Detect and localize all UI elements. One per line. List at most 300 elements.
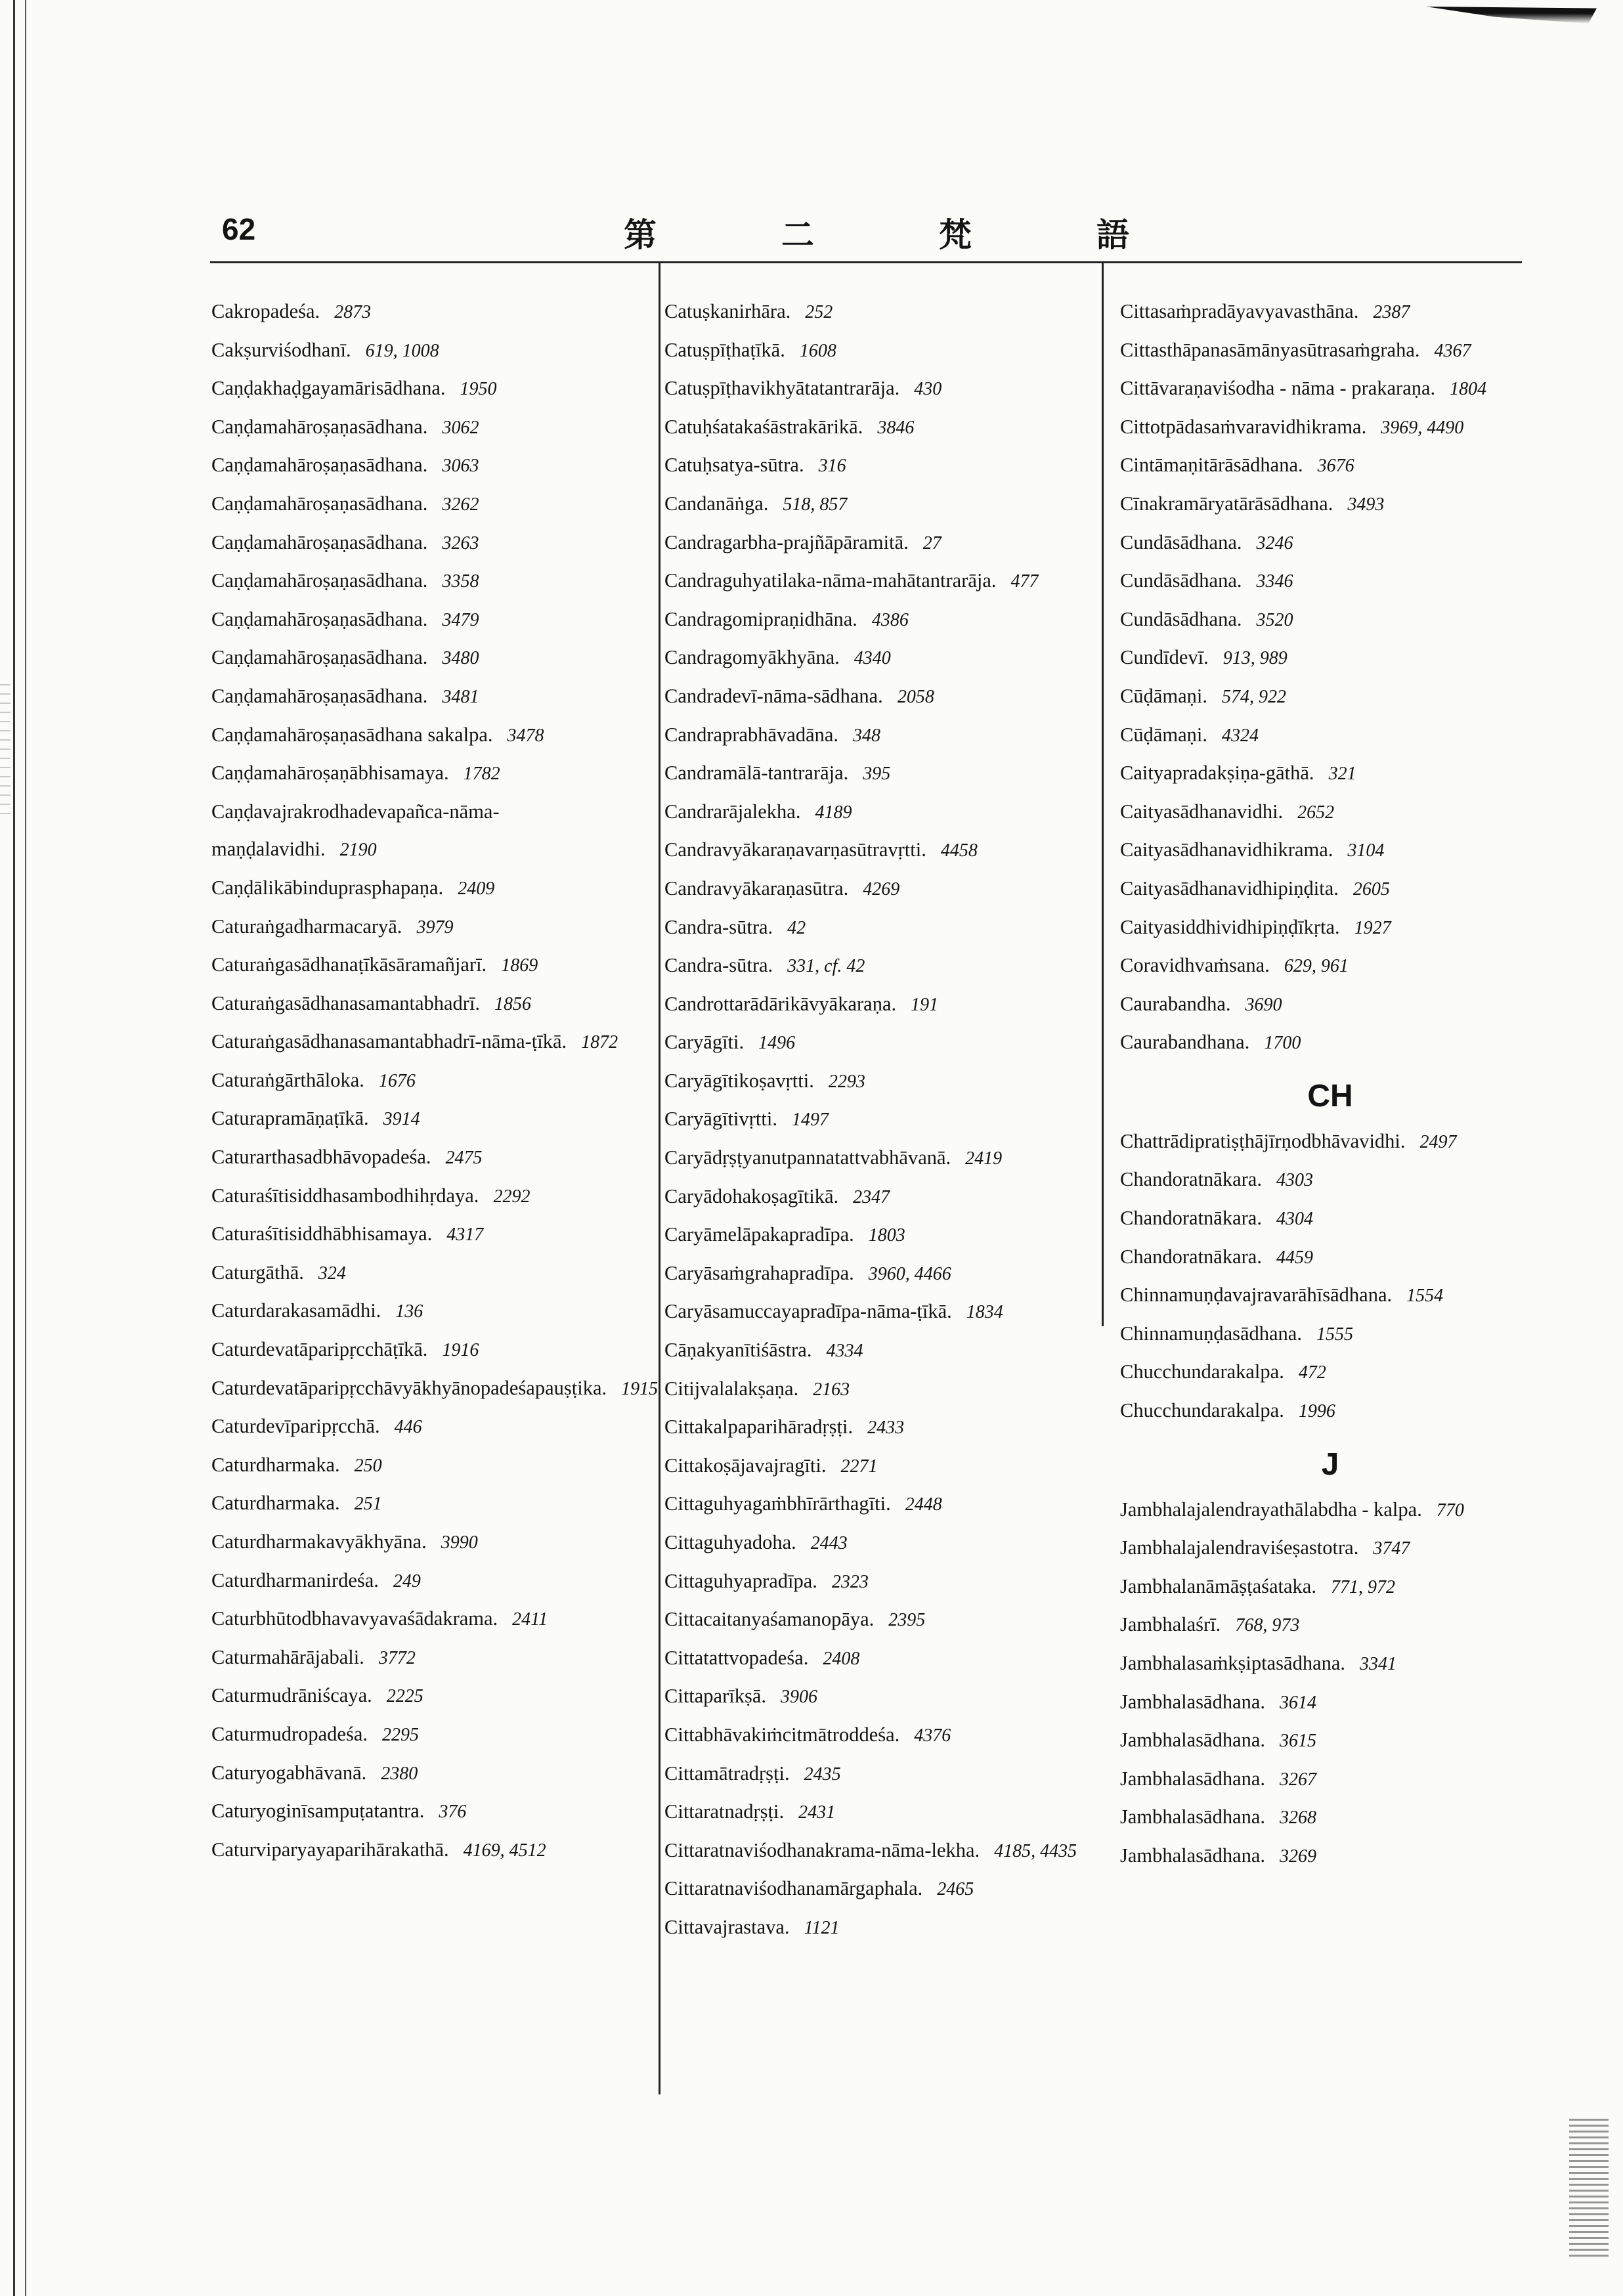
entry-title: Caṇḍamahāroṣaṇasādhana. (211, 646, 428, 669)
index-entry (211, 332, 650, 370)
index-entry (664, 1716, 1098, 1755)
entry-title: Caṇḍakhaḍgayamārisādhana. (211, 377, 446, 400)
entry-number: 629, 961 (1284, 956, 1349, 977)
entry-number: 771, 972 (1330, 1576, 1395, 1597)
entry-number: 250 (354, 1455, 382, 1476)
entry-title: Cintāmaṇitārāsādhana. (1120, 454, 1303, 477)
entry-title: Caturaśītisiddhasambodhihṛdaya. (211, 1184, 479, 1207)
index-entry (1120, 1276, 1540, 1315)
entry-group-ch (1120, 1123, 1540, 1431)
entry-number: 3615 (1280, 1731, 1317, 1752)
index-entry (1120, 716, 1540, 755)
entry-number: 2347 (853, 1186, 890, 1207)
entry-title: Caturaṅgasādhanasamantabhadrī. (211, 991, 481, 1014)
entry-title: Caurabandhana. (1120, 1031, 1250, 1054)
index-entry (664, 1524, 1098, 1563)
entry-title: Cūḍāmaṇi. (1120, 723, 1207, 746)
entry-number: 3346 (1256, 571, 1293, 592)
entry-number: 2435 (804, 1764, 841, 1785)
entry-number: 3772 (378, 1647, 416, 1668)
entry-number: 1608 (799, 340, 836, 361)
entry-title: Candrarājalekha. (664, 800, 801, 823)
entry-title: Candramālā-tantrarāja. (664, 762, 849, 785)
entry-title: Chandoratnākara. (1120, 1207, 1262, 1230)
entry-number: 3979 (416, 917, 454, 938)
entry-number: 4334 (826, 1341, 863, 1362)
index-entry (1120, 986, 1540, 1024)
index-entry (664, 1639, 1098, 1678)
entry-number: 27 (922, 532, 941, 553)
entry-title: Cittaratnadṛṣṭi. (664, 1800, 785, 1823)
index-entry (211, 1639, 650, 1678)
entry-title: Jambhalasādhana. (1120, 1806, 1266, 1829)
entry-number: 518, 857 (783, 494, 848, 515)
index-entry (664, 370, 1098, 408)
index-entry (1120, 1568, 1540, 1607)
entry-number: 2225 (386, 1686, 423, 1707)
entry-number: 251 (354, 1494, 382, 1515)
index-entry (664, 293, 1098, 332)
index-entry (1120, 1024, 1540, 1062)
entry-title: Candragomyākhyāna. (664, 646, 840, 669)
index-entry (664, 1332, 1098, 1370)
entry-number: 3614 (1280, 1692, 1317, 1713)
entry-number: 3268 (1280, 1808, 1317, 1829)
entry-title: Cittotpādasaṁvaravidhikrama. (1120, 415, 1367, 438)
entry-title: Caturmudrāniścaya. (211, 1684, 372, 1707)
index-entry (664, 446, 1098, 485)
entry-number: 3481 (442, 686, 479, 707)
scan-mark (1426, 7, 1597, 24)
entry-number: 1927 (1354, 917, 1391, 938)
entry-number: 574, 922 (1222, 686, 1286, 707)
index-entry (664, 947, 1098, 986)
entry-number: 3960, 4466 (868, 1263, 951, 1284)
entry-number: 1700 (1264, 1033, 1301, 1054)
entry-number: 1555 (1316, 1324, 1353, 1345)
entry-title: Cundāsādhana. (1120, 607, 1242, 630)
entry-title: Caturgāthā. (211, 1261, 304, 1284)
entry-number: 1869 (501, 955, 538, 976)
index-entry (211, 1331, 650, 1370)
entry-number: 2395 (888, 1610, 926, 1631)
entry-title: Cakropadeśa. (211, 300, 320, 322)
index-entry (664, 1793, 1098, 1832)
binding-edge-line (13, 0, 15, 2296)
entry-title: Caturdevatāparipṛcchāṭīkā. (211, 1338, 428, 1361)
entry-title: Caturmudropadeśa. (211, 1722, 368, 1745)
entry-title: Caryādohakoṣagītikā. (664, 1184, 839, 1207)
index-entry (211, 678, 650, 716)
entry-title: Caṇḍamahāroṣaṇasādhana. (211, 531, 428, 553)
entry-title: Jambhalajalendrayathālabdha - kalpa. (1120, 1498, 1422, 1521)
index-entry (1120, 909, 1540, 947)
entry-number: 1803 (868, 1225, 905, 1246)
entry-number: 331, cf. 42 (787, 956, 865, 977)
index-entry (211, 1562, 650, 1601)
entry-number: 3262 (442, 494, 479, 515)
entry-number: 324 (318, 1263, 346, 1284)
index-entry (1120, 1683, 1540, 1722)
entry-number: 316 (818, 456, 846, 477)
entry-number: 4458 (940, 840, 978, 861)
entry-title: Cittatattvopadeśa. (664, 1646, 809, 1669)
entry-number: 1950 (460, 379, 497, 400)
index-column-2 (664, 293, 1098, 1947)
entry-number: 4386 (871, 609, 909, 630)
entry-number: 4189 (815, 802, 852, 823)
index-entry (211, 601, 650, 639)
index-entry (664, 831, 1098, 870)
header-rule (210, 261, 1522, 263)
entry-title: Caturdharmaka. (211, 1492, 340, 1515)
entry-title: Caṇḍamahāroṣaṇasādhana sakalpa. (211, 723, 493, 746)
entry-number: 42 (787, 917, 806, 938)
index-entry (1120, 446, 1540, 485)
index-entry (664, 1832, 1098, 1871)
index-entry (211, 562, 650, 601)
index-entry (1120, 562, 1540, 601)
entry-number: 4169, 4512 (463, 1840, 546, 1861)
index-entry (1120, 485, 1540, 524)
index-entry (211, 869, 650, 908)
index-column-3 (1120, 293, 1540, 1876)
index-entry (1120, 601, 1540, 639)
entry-title: Caturdevatāparipṛcchāvyākhyānopadeśapauṣṭika. (211, 1376, 607, 1399)
entry-title: Cittaguhyapradīpa. (664, 1569, 817, 1592)
index-entry (211, 793, 650, 869)
entry-title: Jambhalaśrī. (1120, 1613, 1221, 1636)
section-heading-ch: CH (1307, 1078, 1353, 1114)
index-entry (1120, 332, 1540, 370)
index-entry (1120, 1529, 1540, 1568)
entry-number: 4185, 4435 (994, 1840, 1077, 1861)
entry-number: 1496 (758, 1033, 796, 1054)
entry-title: Caṇḍālikābinduprasphараṇa. (211, 876, 444, 899)
entry-number: 3358 (442, 571, 479, 592)
entry-title: Candraguhyatilaka-nāma-mahātantrarāja. (664, 569, 997, 592)
entry-title: Jambhalasādhana. (1120, 1767, 1266, 1790)
index-column-1 (211, 293, 659, 1869)
entry-number: 4303 (1276, 1170, 1313, 1191)
entry-title: Catuḥśatakaśāstrakārikā. (664, 415, 863, 438)
entry-number: 472 (1298, 1362, 1326, 1383)
entry-title: Cūḍāmaṇi. (1120, 684, 1207, 707)
entry-title: Jambhalanāmāṣṭaśataka. (1120, 1574, 1316, 1597)
entry-number: 2409 (458, 878, 495, 899)
index-entry (1120, 293, 1540, 332)
entry-number: 1996 (1298, 1401, 1335, 1422)
index-entry (211, 754, 650, 793)
corner-scan-noise (1569, 2119, 1609, 2257)
index-entry (1120, 1491, 1540, 1530)
index-entry (664, 485, 1098, 524)
entry-number: 3846 (877, 417, 915, 438)
entry-number: 2605 (1352, 878, 1390, 899)
entry-title: Caryāgītikoṣavṛtti. (664, 1069, 814, 1092)
entry-group-j (1120, 1491, 1540, 1876)
entry-title: Cīnakramāryatārāsādhana. (1120, 492, 1333, 515)
entry-number: 3914 (383, 1109, 420, 1130)
entry-title: Caṇḍamahāroṣaṇasādhana. (211, 569, 428, 592)
entry-title: Jambhalasādhana. (1120, 1729, 1266, 1752)
entry-number: 4304 (1276, 1209, 1313, 1230)
index-entry (1120, 370, 1540, 408)
index-entry (211, 1254, 650, 1293)
entry-title: Cittaratnaviśodhanamārgaphala. (664, 1877, 923, 1900)
index-entry (1120, 1238, 1540, 1277)
entry-number: 2323 (831, 1571, 869, 1592)
entry-title: Caryāgīti. (664, 1031, 745, 1054)
entry-title: Jambhalasādhana. (1120, 1844, 1266, 1867)
entry-number: 3676 (1317, 456, 1354, 477)
index-entry (664, 1293, 1098, 1332)
entry-title: Caturarthasadbhāvopadeśa. (211, 1146, 431, 1169)
entry-title: Caturbhūtodbhavavyavaśādakrama. (211, 1607, 498, 1630)
entry-number: 2408 (823, 1648, 860, 1669)
entry-number: 3269 (1280, 1846, 1317, 1867)
entry-title: Chattrādipratiṣṭhājīrṇodbhāvavidhi. (1120, 1129, 1406, 1152)
index-entry (664, 754, 1098, 793)
entry-title: Caityasādhanavidhikrama. (1120, 838, 1333, 861)
index-entry (211, 1292, 650, 1331)
entry-title: Cittāvaraṇaviśodha - nāma - prakaraṇa. (1120, 377, 1436, 400)
entry-number: 2419 (965, 1148, 1003, 1169)
entry-number: 1554 (1406, 1286, 1444, 1307)
entry-title: Caturyogabhāvanā. (211, 1761, 367, 1784)
column-divider-1 (659, 263, 660, 2094)
index-entry (211, 524, 650, 563)
entry-number: 3520 (1256, 609, 1293, 630)
entry-title: Coravidhvaṁsana. (1120, 954, 1270, 977)
entry-title: Caturdarakasamādhi. (211, 1299, 381, 1322)
entry-number: 3062 (442, 417, 479, 438)
entry-title: Caturdharmaka. (211, 1453, 340, 1476)
index-entry (1120, 870, 1540, 909)
index-entry (664, 1255, 1098, 1293)
index-entry (211, 408, 650, 447)
title-char-1: 第 (624, 216, 657, 254)
entry-title: Caityasādhanavidhi. (1120, 800, 1284, 823)
index-entry (1120, 1760, 1540, 1799)
index-entry (664, 793, 1098, 832)
entry-title: Caturdharmakavyākhyāna. (211, 1530, 427, 1553)
entry-title: Caṇḍamahāroṣaṇasādhana. (211, 492, 428, 515)
binding-edge-line-inner (25, 0, 26, 2296)
index-entry (664, 1024, 1098, 1062)
index-entry (1120, 754, 1540, 793)
index-entry (1120, 1315, 1540, 1354)
entry-number: 4269 (863, 878, 900, 899)
entry-number: 477 (1010, 571, 1039, 592)
entry-title: Cittaguhyagaṁbhīrārthagīti. (664, 1492, 891, 1515)
entry-number: 619, 1008 (365, 340, 439, 361)
index-entry (664, 1485, 1098, 1524)
index-entry (211, 908, 650, 947)
entry-title: Caryāmelāpakapradīpa. (664, 1223, 854, 1246)
index-entry (1120, 1353, 1540, 1392)
entry-title: Catuḥsatya-sūtra. (664, 454, 804, 477)
index-entry (664, 1062, 1098, 1101)
entry-number: 1676 (378, 1070, 416, 1091)
entry-number: 2465 (937, 1879, 974, 1900)
index-entry (1120, 1200, 1540, 1238)
entry-title: Cakṣurviśodhanī. (211, 338, 351, 361)
entry-number: 4376 (914, 1725, 951, 1746)
entry-title: Caṇḍamahāroṣaṇābhisamaya. (211, 762, 449, 785)
entry-title: Cundāsādhana. (1120, 531, 1242, 553)
index-entry (1120, 1798, 1540, 1837)
index-entry (211, 1370, 659, 1408)
entry-title: Chinnamuṇḍasādhana. (1120, 1322, 1302, 1345)
index-entry (664, 1216, 1098, 1255)
entry-number: 2475 (445, 1148, 483, 1169)
entry-title: Caturyoginīsampuṭatantra. (211, 1800, 425, 1823)
index-entry (1120, 1722, 1540, 1760)
page-title (624, 209, 1129, 256)
entry-title: Caturaṅgadharmacaryā. (211, 915, 402, 938)
entry-title: Cittasaṁpradāyavyavasthāna. (1120, 300, 1359, 322)
entry-title: Caryādṛṣṭyanutpannatattvabhāvanā. (664, 1146, 951, 1169)
entry-title: Caturdevīparipṛcchā. (211, 1415, 380, 1438)
entry-number: 2163 (813, 1379, 850, 1400)
entry-number: 2190 (339, 840, 377, 861)
index-entry (1120, 524, 1540, 563)
entry-number: 2411 (512, 1609, 548, 1630)
index-entry (1120, 678, 1540, 716)
index-entry (664, 1447, 1098, 1486)
entry-title: Caturapramāṇaṭīkā. (211, 1107, 369, 1130)
entry-title: Catuṣkanirhāra. (664, 300, 791, 322)
index-entry (664, 1601, 1098, 1639)
entry-title: Caturaṅgasādhanaṭīkāsāramañjarī. (211, 953, 487, 976)
index-entry (664, 524, 1098, 563)
index-entry (664, 1370, 1098, 1409)
entry-number: 430 (914, 379, 942, 400)
entry-group-c (1120, 293, 1540, 1062)
entry-number: 1856 (494, 993, 532, 1014)
index-entry (1120, 639, 1540, 678)
entry-title: Cittaguhyadoha. (664, 1531, 796, 1553)
entry-title: Cittaratnaviśodhanakrama-nāma-lekha. (664, 1838, 980, 1861)
index-entry (1120, 1837, 1540, 1876)
entry-title: Cittakoṣājavajragīti. (664, 1454, 827, 1477)
index-entry (211, 1484, 650, 1523)
entry-number: 4459 (1276, 1247, 1313, 1268)
index-entry (211, 985, 650, 1024)
entry-title: Candanāṅga. (664, 492, 769, 515)
entry-title: Chandoratnākara. (1120, 1168, 1262, 1191)
index-entry (664, 678, 1098, 716)
index-entry (211, 1023, 650, 1062)
entry-number: 2295 (382, 1724, 419, 1745)
entry-number: 1834 (966, 1302, 1003, 1323)
title-char-3: 梵 (939, 216, 972, 254)
index-entry (1120, 1645, 1540, 1683)
entry-number: 1804 (1450, 379, 1487, 400)
entry-number: 2387 (1373, 302, 1410, 322)
entry-title: Cittacaitanyaśamanopāya. (664, 1608, 875, 1631)
index-entry (1120, 1123, 1540, 1161)
entry-title: Caturaśītisiddhābhisamaya. (211, 1223, 433, 1245)
entry-title: Candrottarādārikāvyākaraṇa. (664, 992, 897, 1015)
index-entry (1120, 831, 1540, 870)
entry-title: Candra-sūtra. (664, 954, 773, 977)
index-entry (211, 1754, 650, 1793)
entry-number: 1872 (581, 1032, 618, 1053)
entry-number: 4340 (854, 648, 891, 669)
entry-title: Caturaṅgārthāloka. (211, 1068, 364, 1091)
entry-number: 3267 (1280, 1769, 1317, 1790)
index-entry (211, 1716, 650, 1754)
entry-title: Caturviparyayaparihārakathā. (211, 1838, 449, 1861)
index-entry (664, 1178, 1098, 1217)
entry-title: Caturmahārājabali. (211, 1645, 364, 1668)
index-entry (664, 332, 1098, 370)
index-entry (211, 1062, 650, 1100)
entry-title: Cundāsādhana. (1120, 569, 1242, 592)
entry-number: 3104 (1347, 840, 1385, 861)
entry-title: Jambhalasaṁkṣiptasādhana. (1120, 1652, 1346, 1674)
entry-number: 1915 (621, 1378, 659, 1399)
index-entry (1120, 1161, 1540, 1200)
entry-title: Cittaparīkṣā. (664, 1685, 767, 1708)
entry-title: Caryāsamuccayapradīpa-nāma-ṭīkā. (664, 1300, 952, 1323)
index-entry (1120, 408, 1540, 447)
index-entry (664, 1870, 1098, 1909)
entry-number: 3969, 4490 (1381, 417, 1464, 438)
index-entry (211, 485, 650, 524)
index-entry (664, 1755, 1098, 1794)
entry-title: Caityapradakṣiṇa-gāthā. (1120, 762, 1314, 785)
entry-number: 1497 (791, 1110, 829, 1131)
entry-title: Candravyākaraṇasūtra. (664, 877, 849, 899)
index-entry (664, 986, 1098, 1024)
entry-title: Cittamātradṛṣṭi. (664, 1762, 790, 1785)
margin-scan-noise (0, 683, 11, 814)
index-entry (211, 1215, 650, 1254)
entry-number: 1916 (442, 1340, 479, 1361)
entry-number: 446 (394, 1417, 422, 1438)
index-entry (211, 1831, 650, 1870)
entry-number: 4324 (1222, 725, 1259, 746)
index-entry (664, 1678, 1098, 1716)
index-entry (211, 370, 650, 408)
entry-number: 321 (1328, 764, 1356, 785)
entry-title: Caryāgītivṛtti. (664, 1108, 777, 1131)
entry-number: 3478 (507, 725, 544, 746)
index-entry (1120, 1392, 1540, 1431)
entry-number: 395 (863, 764, 891, 785)
entry-number: 3246 (1256, 532, 1293, 553)
entry-title: Jambhalajalendraviśeṣastotra. (1120, 1536, 1359, 1559)
entry-number: 2873 (334, 302, 372, 322)
entry-title: Cittakalpaparihāradṛṣṭi. (664, 1416, 854, 1439)
index-entry (664, 1909, 1098, 1947)
entry-title: Citijvalalakṣaṇa. (664, 1377, 799, 1400)
entry-number: 252 (805, 302, 833, 322)
entry-number: 348 (853, 725, 881, 746)
entry-number: 3263 (442, 532, 479, 553)
index-entry (211, 1408, 650, 1446)
index-entry (1120, 793, 1540, 832)
index-entry (211, 293, 650, 332)
index-entry (211, 1792, 650, 1831)
entry-number: 913, 989 (1223, 648, 1288, 669)
entry-number: 768, 973 (1235, 1615, 1300, 1636)
entry-number: 3480 (442, 648, 479, 669)
entry-number: 2058 (897, 686, 934, 707)
